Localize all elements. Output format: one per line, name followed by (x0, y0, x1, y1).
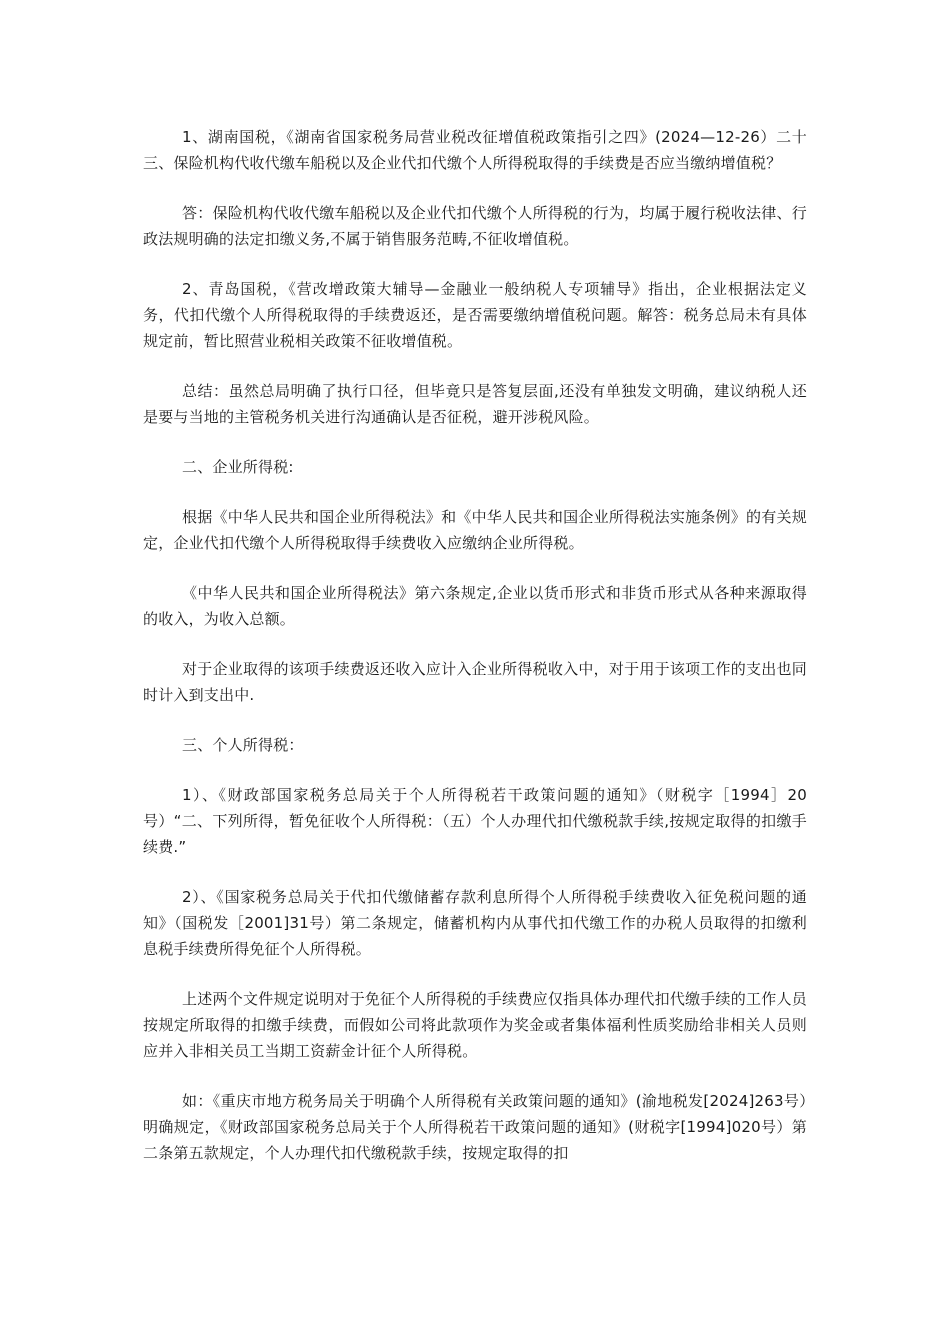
paragraph-iit-explanation: 上述两个文件规定说明对于免征个人所得税的手续费应仅指具体办理代扣代缴手续的工作人员按规定所取得的扣缴手续费，而假如公司将此款项作为奖金或者集体福利性质奖励给非相关人员则应并入非相关员工当期工资薪金计征个人所得税。 (143, 990, 807, 1060)
paragraph-cit-article-6: 《中华人民共和国企业所得税法》第六条规定,企业以货币形式和非货币形式从各种来源取得的收入，为收入总额。 (143, 584, 807, 628)
paragraph-chongqing-example: 如：《重庆市地方税务局关于明确个人所得税有关政策问题的通知》(渝地税发[2024]263号）明确规定，《财政部国家税务总局关于个人所得税若干政策问题的通知》(财税字[1994]020号）第二条第五款规定，个人办理代扣代缴税款手续，按规定取得的扣 (143, 1092, 807, 1162)
paragraph-hunan-tax: 1、湖南国税，《湖南省国家税务局营业税改征增值税政策指引之四》(2024—12-26）二十三、保险机构代收代缴车船税以及企业代扣代缴个人所得税取得的手续费是否应当缴纳增值税？ (143, 128, 807, 172)
paragraph-cit-basis: 根据《中华人民共和国企业所得税法》和《中华人民共和国企业所得税法实施条例》的有关规定，企业代扣代缴个人所得税取得手续费收入应缴纳企业所得税。 (143, 508, 807, 552)
paragraph-cit-income-expense: 对于企业取得的该项手续费返还收入应计入企业所得税收入中，对于用于该项工作的支出也同时计入到支出中. (143, 660, 807, 704)
paragraph-iit-notice-2001: 2）、《国家税务总局关于代扣代缴储蓄存款利息所得个人所得税手续费收入征免税问题的通知》（国税发［2001]31号）第二条规定，储蓄机构内从事代扣代缴工作的办税人员取得的扣缴利息税手续费所得免征个人所得税。 (143, 888, 807, 958)
paragraph-qingdao-tax: 2、青岛国税，《营改增政策大辅导—金融业一般纳税人专项辅导》指出，企业根据法定义务，代扣代缴个人所得税取得的手续费返还，是否需要缴纳增值税问题。解答：税务总局未有具体规定前，暂比照营业税相关政策不征收增值税。 (143, 280, 807, 350)
section-heading-individual-income-tax: 三、个人所得税： (182, 736, 304, 754)
document-page (143, 124, 807, 1190)
paragraph-summary: 总结：虽然总局明确了执行口径，但毕竟只是答复层面,还没有单独发文明确，建议纳税人还是要与当地的主管税务机关进行沟通确认是否征税，避开涉税风险。 (143, 382, 807, 426)
paragraph-answer: 答：保险机构代收代缴车船税以及企业代扣代缴个人所得税的行为，均属于履行税收法律、行政法规明确的法定扣缴义务,不属于销售服务范畴,不征收增值税。 (143, 204, 807, 248)
section-heading-corporate-income-tax: 二、企业所得税: (182, 458, 294, 476)
paragraph-iit-notice-1994: 1）、《财政部国家税务总局关于个人所得税若干政策问题的通知》（财税字［1994］20号）“二、下列所得，暂免征收个人所得税：（五）个人办理代扣代缴税款手续,按规定取得的扣缴手续费.” (143, 786, 807, 856)
